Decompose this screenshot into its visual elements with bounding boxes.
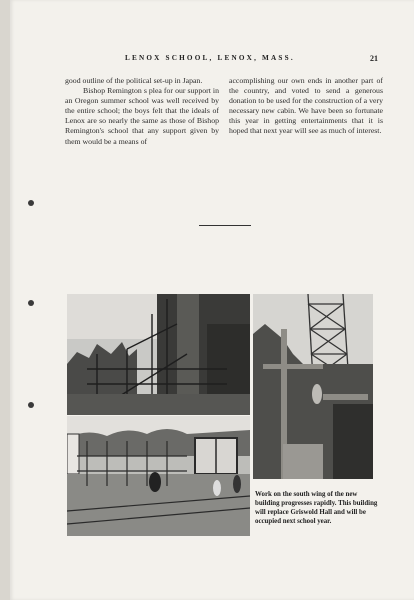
scaffold-tower-photo-icon [253, 294, 373, 479]
construction-photo-top-left [67, 294, 250, 415]
page-number: 21 [370, 54, 378, 63]
construction-photo-right [253, 294, 373, 479]
binder-hole [28, 402, 34, 408]
construction-photo-icon [67, 294, 250, 415]
photo-caption: Work on the south wing of the new building progresses rapidly. This building will replace Griswold Hall and will be occupied next school year. [255, 491, 378, 525]
paragraph: accomplishing our own ends in another part of the country, and voted to send a generous donation to be used for the construction of a very necessary new cabin. We have been so fortunate this year in getting entertainments that it is hoped that next year will see as much of interest. [229, 76, 383, 136]
document-page [10, 0, 414, 600]
paragraph: good outline of the political set-up in Japan. [65, 76, 203, 85]
left-column [65, 76, 219, 147]
binder-hole [28, 200, 34, 206]
running-head: LENOX SCHOOL, LENOX, MASS. [125, 54, 295, 62]
binder-hole [28, 300, 34, 306]
section-divider [199, 225, 251, 226]
construction-photo-icon [67, 416, 250, 536]
construction-photo-bottom-left [67, 416, 250, 536]
right-column [229, 76, 383, 137]
paragraph: Bishop Remington s plea for our support in an Oregon summer school was well received by the entire school; the boys felt that the ideals of Lenox are so nearly the same as those of Bishop Remington's school that any support given by them would be a means of [65, 86, 219, 146]
